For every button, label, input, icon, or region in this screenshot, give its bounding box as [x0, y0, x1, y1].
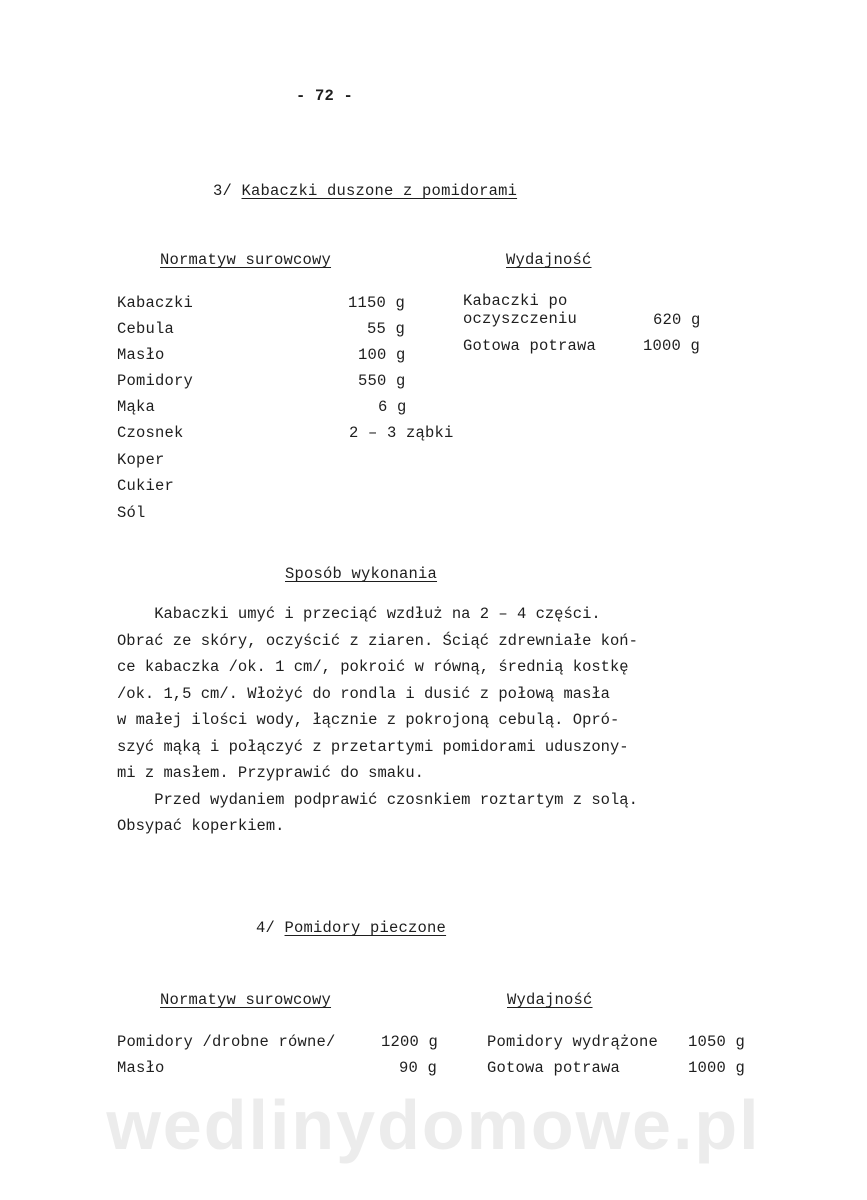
ingredient-amount: 55 g: [367, 320, 406, 338]
ingredient-name: Cukier: [117, 477, 175, 495]
section4-yield-header: Wydajność: [507, 991, 593, 1009]
method-line: Przed wydaniem podprawić czosnkiem roztartym z solą.: [117, 790, 638, 809]
method-line: Obsypać koperkiem.: [117, 817, 285, 835]
method-line: mi z masłem. Przyprawić do smaku.: [117, 764, 424, 782]
yield-amount: 1050 g: [688, 1033, 746, 1051]
ingredient-name: Pomidory /drobne równe/: [117, 1033, 336, 1051]
ingredient-amount: 550 g: [358, 372, 406, 390]
ingredient-name: Mąka: [117, 398, 156, 416]
section4-raw-header: Normatyw surowcowy: [160, 991, 332, 1009]
ingredient-name: Cebula: [117, 320, 175, 338]
method-line: /ok. 1,5 cm/. Włożyć do rondla i dusić z połową masła: [117, 684, 610, 703]
ingredient-name: Masło: [117, 1059, 165, 1077]
ingredient-amount: 1200 g: [381, 1033, 439, 1051]
ingredient-amount: 6 g: [378, 398, 407, 416]
section4-number: 4/: [256, 919, 276, 937]
yield-amount: 1000 g: [688, 1059, 746, 1077]
ingredient-name: Pomidory: [117, 372, 194, 390]
section3-method-header: Sposób wykonania: [285, 565, 438, 583]
method-line: w małej ilości wody, łącznie z pokrojoną cebulą. Opró-: [117, 711, 620, 729]
yield-amount: 620 g: [653, 311, 701, 329]
section3-number: 3/: [213, 182, 233, 200]
section3-title: Kabaczki duszone z pomidorami: [241, 182, 518, 200]
yield-name: Pomidory wydrążone: [487, 1033, 659, 1051]
ingredient-name: Masło: [117, 346, 165, 364]
method-line: szyć mąką i połączyć z przetartymi pomidorami uduszony-: [117, 737, 629, 756]
yield-name: Kabaczki po oczyszczeniu: [463, 292, 578, 328]
section3-title-line: [213, 181, 517, 201]
section4-title: Pomidory pieczone: [284, 919, 447, 937]
method-line: Kabaczki umyć i przeciąć wzdłuż na 2 – 4 części.: [117, 605, 601, 623]
ingredient-amount: 90 g: [399, 1059, 438, 1077]
ingredient-amount: 2 – 3 ząbki: [349, 424, 454, 442]
ingredient-name: Sól: [117, 504, 146, 522]
yield-name: Gotowa potrawa: [487, 1059, 621, 1077]
ingredient-name: Czosnek: [117, 424, 184, 442]
page-number: - 72 -: [296, 87, 354, 105]
section3-yield-header: Wydajność: [506, 251, 592, 269]
section3-raw-header: Normatyw surowcowy: [160, 251, 332, 269]
ingredient-name: Kabaczki: [117, 294, 194, 312]
yield-amount: 1000 g: [643, 337, 701, 355]
section4-title-line: [256, 918, 446, 938]
watermark: wedlinydomowe.pl: [106, 1086, 761, 1164]
method-line: Obrać ze skóry, oczyścić z ziaren. Ściąć zdrewniałe koń-: [117, 631, 638, 650]
method-line: ce kabaczka /ok. 1 cm/, pokroić w równą, średnią kostkę: [117, 658, 629, 676]
ingredient-amount: 100 g: [358, 346, 406, 364]
yield-name: Gotowa potrawa: [463, 337, 597, 355]
ingredient-name: Koper: [117, 451, 165, 469]
ingredient-amount: 1150 g: [348, 294, 406, 312]
